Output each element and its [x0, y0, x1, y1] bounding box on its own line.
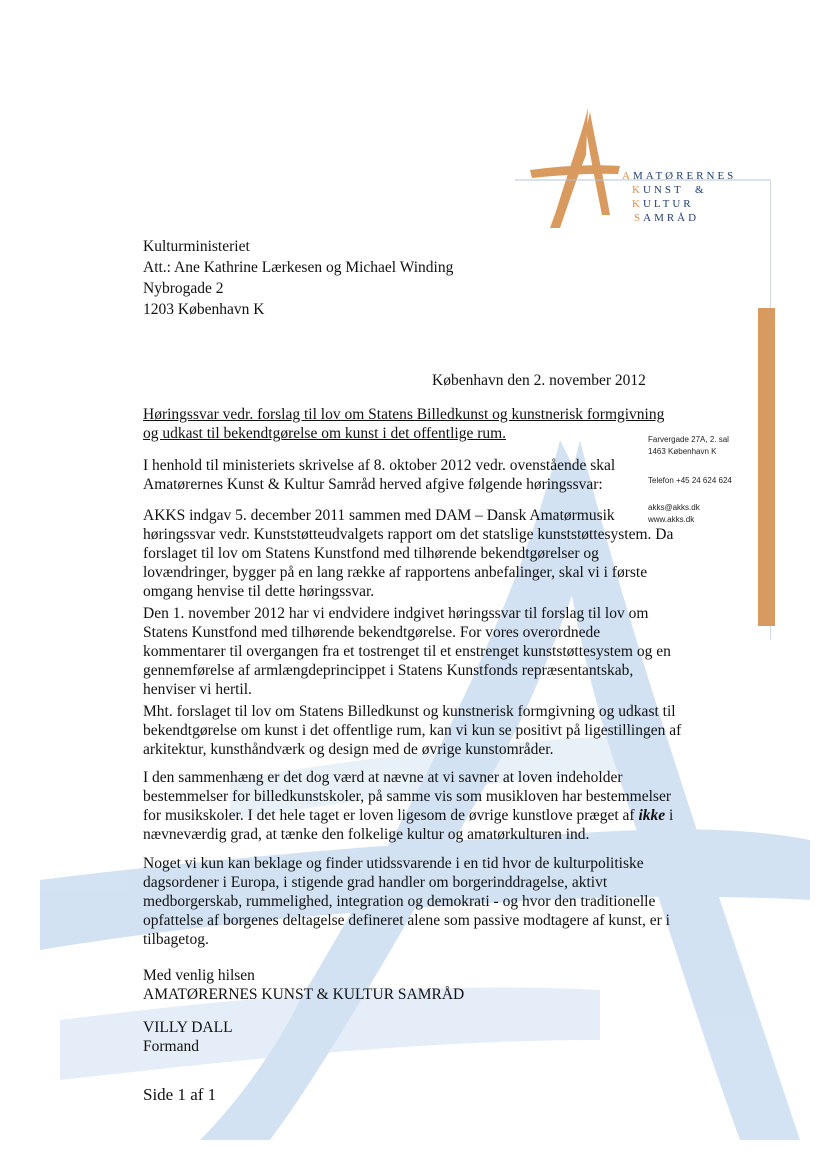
- paragraph-line: lovændringer, bygger på en lang række af rapportens anbefalinger, skal vi i første: [143, 564, 648, 581]
- akks-logo: [510, 100, 780, 240]
- paragraph-line: Statens Kunstfond med tilhørende bekendtgørelse. For vores overordnede: [143, 624, 601, 641]
- address-line: Kulturministeriet: [143, 238, 250, 255]
- sender-address: [648, 434, 729, 458]
- paragraph-line: tilbagetog.: [143, 931, 209, 948]
- paragraph-line: omgang henvise til dette høringssvar.: [143, 583, 375, 600]
- address-line: Att.: Ane Kathrine Lærkesen og Michael Winding: [143, 259, 454, 276]
- paragraph-line: arkitektur, kunsthåndværk og design med de øvrige kunstområder.: [143, 741, 554, 758]
- paragraph-line: Mht. forslaget til lov om Statens Billedkunst og kunstnerisk formgivning og udkast til: [143, 703, 676, 720]
- paragraph-text: for musikskoler. I det hele taget er loven ligesom de øvrige kunstlove præget af: [143, 807, 635, 824]
- paragraph-line: henviser vi hertil.: [143, 681, 252, 698]
- paragraph-line: I den sammenhæng er det dog værd at nævne at vi savner at loven indeholder: [143, 769, 623, 786]
- paragraph-line: I henhold til ministeriets skrivelse af 8. oktober 2012 vedr. ovenstående skal: [143, 457, 616, 474]
- address-line: 1203 København K: [143, 301, 265, 318]
- paragraph: [143, 604, 671, 699]
- contact-web: www.akks.dk: [648, 515, 695, 524]
- paragraph: [143, 854, 670, 949]
- logo-initial: S: [634, 212, 644, 224]
- closing-line: Med venlig hilsen: [143, 967, 255, 984]
- paragraph-line: Amatørernes Kunst & Kultur Samråd herved afgive følgende høringssvar:: [143, 476, 603, 493]
- logo-word: ULTUR: [642, 198, 694, 210]
- paragraph-line: dagsordener i Europa, i stigende grad handler om borgerinddragelse, aktivt: [143, 874, 608, 891]
- paragraph-line: bestemmelser for billedkunstskoler, på samme vis som musikloven har bestemmelser: [143, 788, 671, 805]
- closing-line: AMATØRERNES KUNST & KULTUR SAMRÅD: [143, 986, 465, 1003]
- contact-email: akks@akks.dk: [648, 503, 700, 512]
- paragraph-line: medborgerskab, rummelighed, integration og demokrati - og hvor den traditionelle: [143, 893, 656, 910]
- paragraph-line: Den 1. november 2012 har vi endvidere indgivet høringssvar til forslag til lov om: [143, 605, 649, 622]
- logo-initial: A: [622, 170, 633, 182]
- paragraph-line: høringssvar vedr. Kunststøtteudvalgets rapport om det statslige kunststøttesystem. Da: [143, 526, 674, 543]
- paragraph: [143, 456, 643, 494]
- address-line: Nybrogade 2: [143, 280, 224, 297]
- paragraph-line: nævneværdig grad, at tænke den folkelige kultur og amatørkulturen ind.: [143, 826, 590, 843]
- paragraph: [143, 702, 682, 759]
- signer-name: VILLY DALL: [143, 1019, 233, 1036]
- paragraph-line: gennemførelse af armlængdeprincippet i Statens Kunstfonds repræsentantskab,: [143, 662, 634, 679]
- paragraph-line: bekendtgørelse om kunst i det offentlige rum, kan vi kun se positivt på ligestillingen af: [143, 722, 682, 739]
- subject-line: Høringssvar vedr. forslag til lov om Statens Billedkunst og kunstnerisk formgivning: [143, 406, 665, 423]
- contact-street: Farvergade 27A, 2. sal: [648, 435, 729, 444]
- paragraph-line: opfattelse af borgenes deltagelse defineret alene som passive modtagere af kunst, er i: [143, 912, 670, 929]
- emphasis-suffix: i: [665, 807, 674, 824]
- logo-initial: K: [632, 184, 643, 196]
- paragraph-line: [143, 806, 674, 825]
- subject-line: og udkast til bekendtgørelse om kunst i det offentlige rum.: [143, 425, 507, 442]
- paragraph: [143, 768, 674, 844]
- logo-initial: K: [632, 198, 643, 210]
- signer-title: Formand: [143, 1038, 199, 1055]
- letter-subject: [143, 405, 665, 443]
- paragraph-line: forslaget til lov om Statens Kunstfond med tilhørende bekendtgørelser og: [143, 545, 599, 562]
- page-number: Side 1 af 1: [143, 1085, 217, 1104]
- logo-word: AMRÅD: [643, 212, 700, 224]
- paragraph-line: Noget vi kun kan beklage og finder utidssvarende i en tid hvor de kulturpolitiske: [143, 855, 644, 872]
- closing: [143, 966, 464, 1004]
- signature-block: [143, 1018, 233, 1056]
- logo-word: UNST &: [642, 184, 707, 196]
- sender-contact: [648, 502, 700, 526]
- logo-word: MATØRERNES: [632, 170, 737, 182]
- sender-phone: Telefon +45 24 624 624: [648, 476, 732, 485]
- emphasis-word: ikke: [638, 807, 666, 824]
- accent-bar: [758, 308, 775, 626]
- recipient-address: [143, 236, 453, 320]
- paragraph-line: AKKS indgav 5. december 2011 sammen med DAM – Dansk Amatørmusik: [143, 507, 615, 524]
- letter-date: København den 2. november 2012: [432, 372, 646, 389]
- paragraph-line: kommentarer til overgangen fra et tostrenget til et enstrenget kunststøttesystem og en: [143, 643, 671, 660]
- contact-city: 1463 København K: [648, 447, 717, 456]
